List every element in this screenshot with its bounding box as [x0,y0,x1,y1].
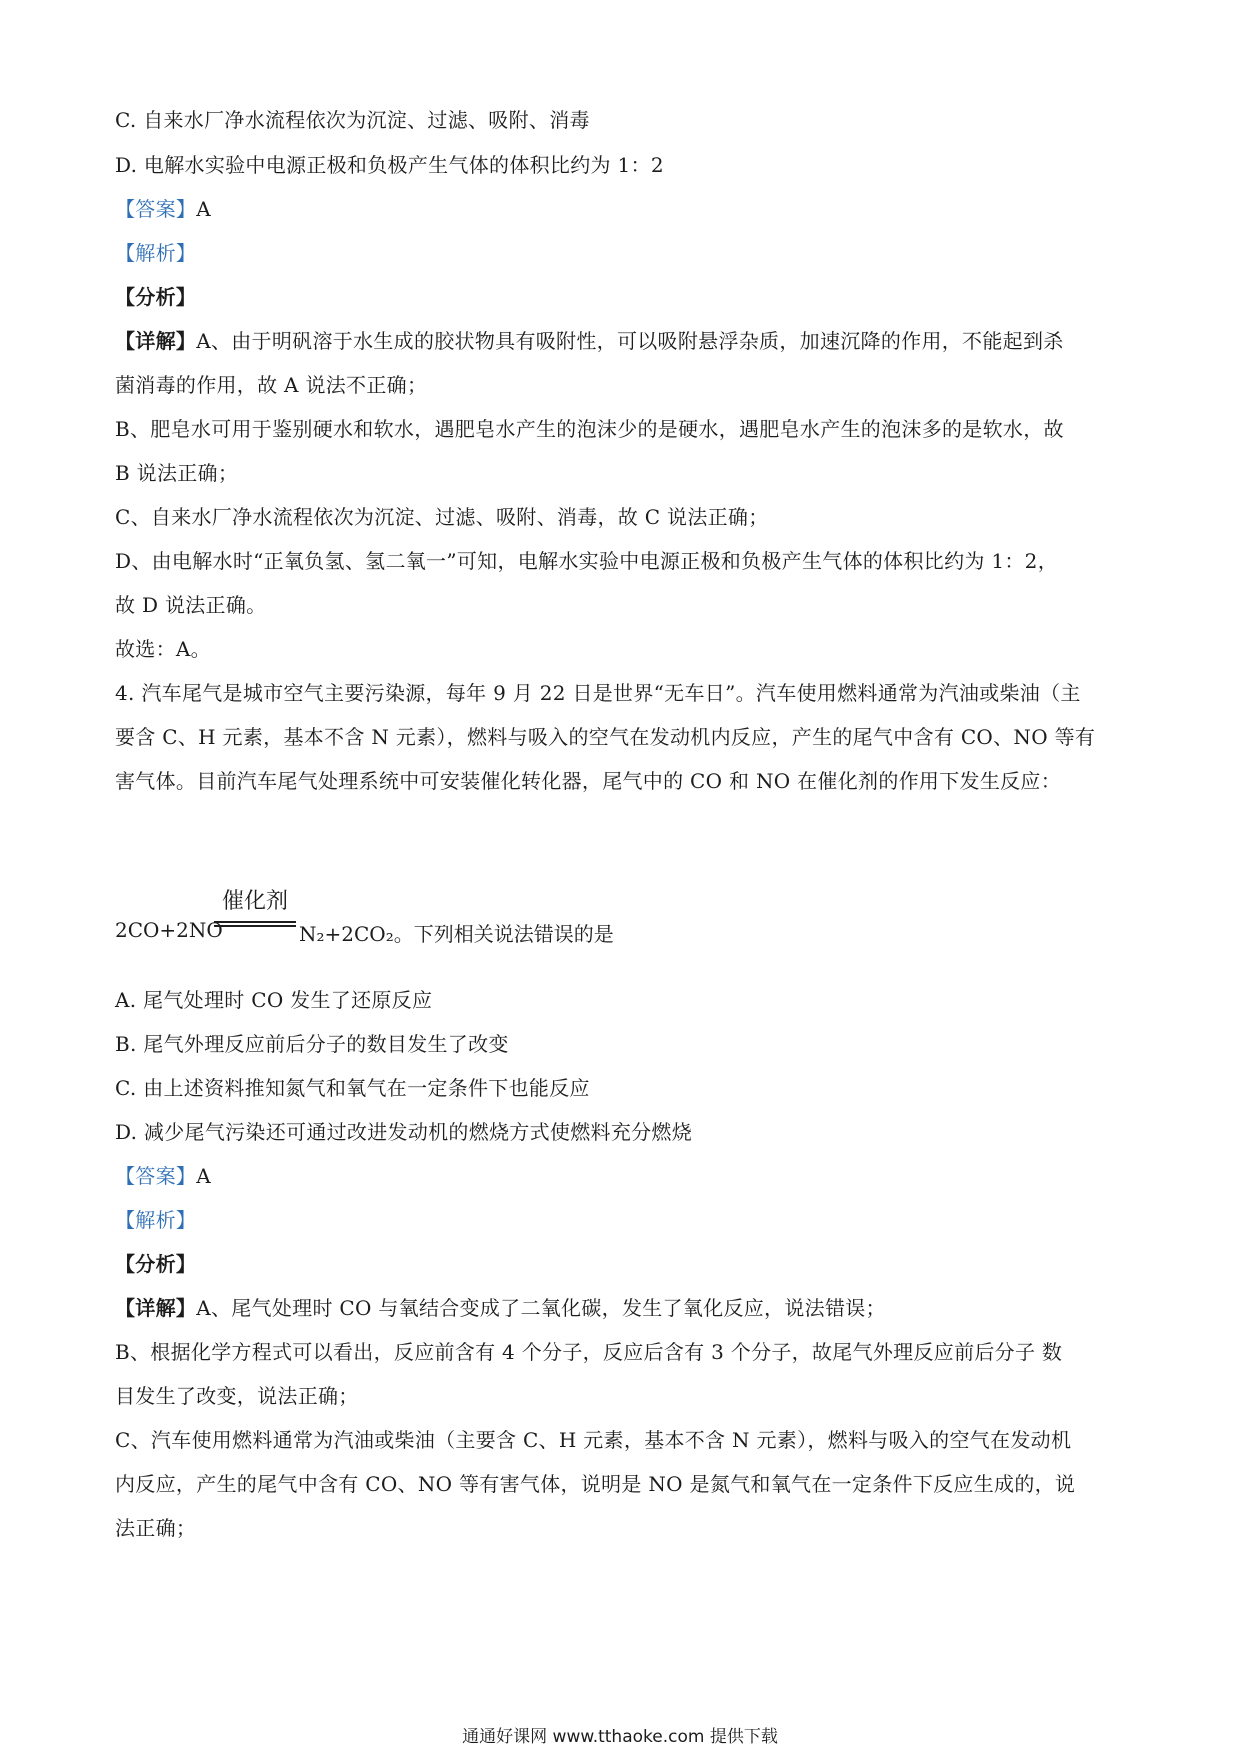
q4-detail-line: 法正确； [115,1516,197,1540]
q3-option-c: C. 自来水厂净水流程依次为沉淀、过滤、吸附、消毒 [115,108,590,132]
equation-lhs: 2CO+2NO [115,918,223,942]
detail-tag: 【详解】 [115,1296,197,1320]
q4-answer [115,1162,1135,1190]
detail-tag: 【详解】 [115,329,197,353]
q4-detail-line: C、汽车使用燃料通常为汽油或柴油（主要含 C、H 元素，基本不含 N 元素），燃料与吸入的空气在发动机 [115,1428,1072,1452]
q3-detail-line: B、肥皂水可用于鉴别硬水和软水，遇肥皂水产生的泡沫少的是硬水，遇肥皂水产生的泡沫多的是软水，故 [115,417,1064,441]
q3-detail-line: B 说法正确； [115,461,239,485]
q3-option-d: D. 电解水实验中电源正极和负极产生气体的体积比约为 1：2 [115,153,664,177]
q4-detail-line: 目发生了改变，说法正确； [115,1384,359,1408]
q4-analysis-tag: 【解析】 [115,1208,197,1232]
q3-answer [115,195,1135,223]
answer-value: A [196,197,211,221]
q4-option-d: D. 减少尾气污染还可通过改进发动机的燃烧方式使燃料充分燃烧 [115,1120,693,1144]
detail-text: A、由于明矾溶于水生成的胶状物具有吸附性，可以吸附悬浮杂质，加速沉降的作用，不能起到杀 [196,329,1064,353]
answer-value: A [196,1164,211,1188]
q3-conclusion: 故选：A。 [115,637,211,661]
equation-condition [214,888,296,916]
equation-rhs: N₂+2CO₂。下列相关说法错误的是 [299,922,614,946]
q4-option-b: B. 尾气外理反应前后分子的数目发生了改变 [115,1032,509,1056]
q4-fenxi-tag: 【分析】 [115,1252,197,1276]
q4-detail-line: B、根据化学方程式可以看出，反应前含有 4 个分子，反应后含有 3 个分子，故尾气外理反应前后分子 数 [115,1340,1063,1364]
q4-detail-line [115,1294,1135,1322]
detail-text: A、尾气处理时 CO 与氧结合变成了二氧化碳，发生了氧化反应，说法错误； [196,1296,886,1320]
equals-sign [214,921,296,927]
q3-fenxi-tag: 【分析】 [115,285,197,309]
answer-tag: 【答案】 [115,1164,197,1188]
page-footer: 通通好课网 www.tthaoke.com 提供下载 [462,1727,778,1747]
q4-detail-line: 内反应，产生的尾气中含有 CO、NO 等有害气体，说明是 NO 是氮气和氧气在一定条件下反应生成的，说 [115,1472,1076,1496]
q3-analysis-tag: 【解析】 [115,241,197,265]
q3-detail-line: 菌消毒的作用，故 A 说法不正确； [115,373,428,397]
q4-option-a: A. 尾气处理时 CO 发生了还原反应 [115,988,433,1012]
catalyst-label: 催化剂 [221,889,288,914]
q4-option-c: C. 由上述资料推知氮气和氧气在一定条件下也能反应 [115,1076,590,1100]
q4-stem-line: 害气体。目前汽车尾气处理系统中可安装催化转化器，尾气中的 CO 和 NO 在催化剂的作用下发生反应： [115,769,1062,793]
chemical-equation [115,888,815,958]
answer-tag: 【答案】 [115,197,197,221]
q3-detail-line: C、自来水厂净水流程依次为沉淀、过滤、吸附、消毒，故 C 说法正确； [115,505,769,529]
q3-detail-line: 故 D 说法正确。 [115,593,267,617]
q4-stem-line: 4. 汽车尾气是城市空气主要污染源，每年 9 月 22 日是世界“无车日”。汽车使用燃料通常为汽油或柴油（主 [115,681,1081,705]
q3-detail-line [115,327,1135,355]
q3-detail-line: D、由电解水时“正氧负氢、氢二氧一”可知，电解水实验中电源正极和负极产生气体的体积比约为 1：2， [115,549,1058,573]
q4-stem-line: 要含 C、H 元素，基本不含 N 元素），燃料与吸入的空气在发动机内反应，产生的尾气中含有 CO、NO 等有 [115,725,1096,749]
